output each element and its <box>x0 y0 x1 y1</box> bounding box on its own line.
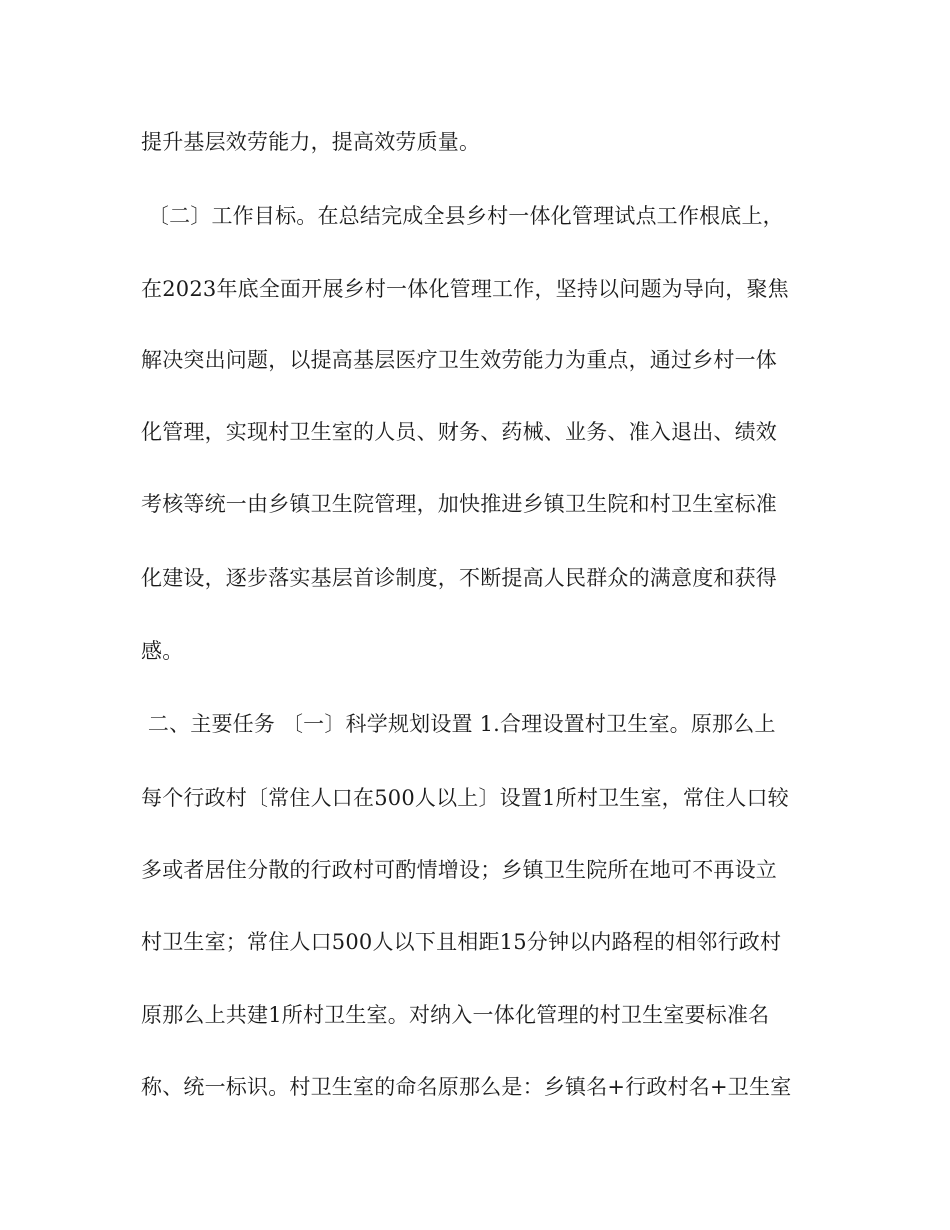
text-line: 〔二〕工作目标。在总结完成全县乡村一体化管理试点工作根底上， <box>141 204 784 228</box>
text-line: 化建设，逐步落实基层首诊制度，不断提高人民群众的满意度和获得 <box>141 566 777 590</box>
text-line: 村卫生室；常住人口500人以下且相距15分钟以内路程的相邻行政村 <box>141 930 782 954</box>
text-line: 每个行政村〔常住人口在500人以上〕设置1所村卫生室，常住人口较 <box>141 786 789 810</box>
text-line: 提升基层效劳能力，提高效劳质量。 <box>141 130 481 154</box>
text-line: 多或者居住分散的行政村可酌情增设；乡镇卫生院所在地可不再设立 <box>141 858 777 882</box>
text-line: 解决突出问题，以提高基层医疗卫生效劳能力为重点，通过乡村一体 <box>141 348 777 372</box>
text-line: 考核等统一由乡镇卫生院管理，加快推进乡镇卫生院和村卫生室标准 <box>141 492 777 516</box>
text-line: 化管理，实现村卫生室的人员、财务、药械、业务、准入退出、绩效 <box>141 420 777 444</box>
text-line: 感。 <box>141 639 184 663</box>
text-line: 原那么上共建1所村卫生室。对纳入一体化管理的村卫生室要标准名 <box>141 1003 770 1027</box>
text-line: 在2023年底全面开展乡村一体化管理工作，坚持以问题为导向，聚焦 <box>141 277 789 301</box>
text-line: 二、主要任务 〔一〕科学规划设置 1.合理设置村卫生室。原那么上 <box>141 712 776 736</box>
text-line: 称、统一标识。村卫生室的命名原那么是：乡镇名+行政村名+卫生室 <box>141 1075 792 1099</box>
